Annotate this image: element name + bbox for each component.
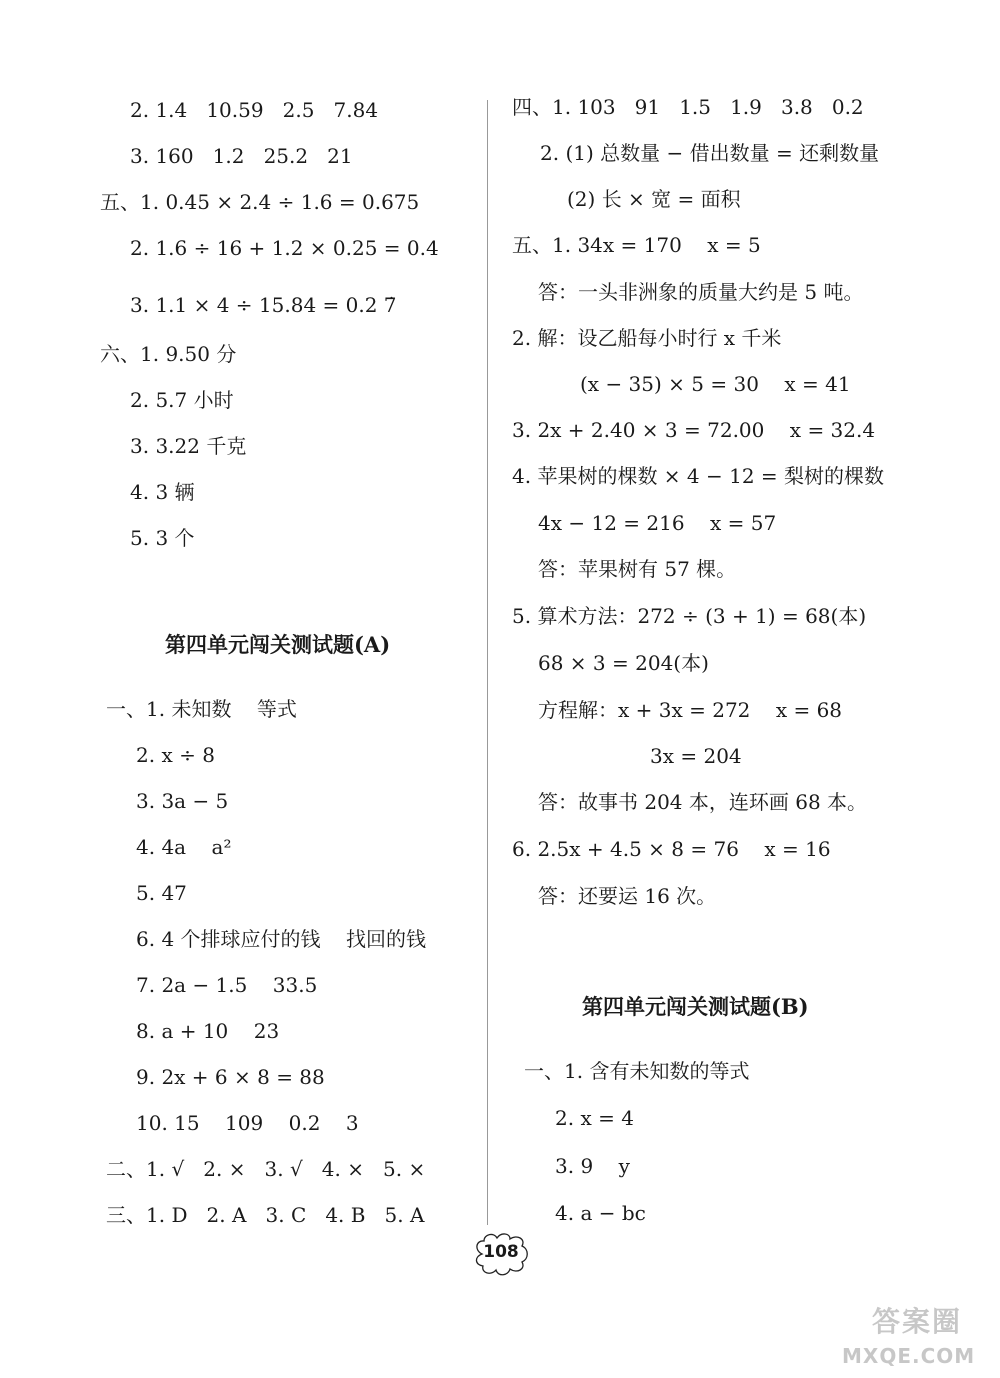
answer-line: 4. 苹果树的棵数 × 4 − 12 = 梨树的棵数 [512,464,885,488]
answer-line: 8. a + 10 23 [136,1019,280,1043]
answer-line: 3. 9 y [555,1154,630,1178]
answer-line: 二、1. √ 2. × 3. √ 4. × 5. × [106,1157,426,1181]
answer-line: 9. 2x + 6 × 8 = 88 [136,1065,325,1089]
answer-line: 2. 解：设乙船每小时行 x 千米 [512,326,782,350]
answer-line: 5. 3 个 [130,526,195,550]
answer-line: 4. 4a a² [136,835,232,859]
answer-line: 五、1. 34x = 170 x = 5 [512,233,761,257]
page-number: 108 [483,1242,519,1262]
answer-line: 7. 2a − 1.5 33.5 [136,973,318,997]
answer-line: 3. 2x + 2.40 × 3 = 72.00 x = 32.4 [512,418,876,442]
answer-line: (x − 35) × 5 = 30 x = 41 [580,372,851,396]
answer-line: 2. 5.7 小时 [130,388,234,412]
answer-line: 6. 2.5x + 4.5 × 8 = 76 x = 16 [512,837,831,861]
answer-line: 3. 160 1.2 25.2 21 [130,144,353,168]
answer-line: 5. 算术方法：272 ÷ (3 + 1) = 68(本) [512,604,867,628]
answer-line: 10. 15 109 0.2 3 [136,1111,359,1135]
answer-line: 方程解：x + 3x = 272 x = 68 [538,698,843,722]
answer-line: 3x = 204 [650,744,742,768]
answer-line: 2. 1.6 ÷ 16 + 1.2 × 0.25 = 0.4 [130,236,439,260]
section-title-a: 第四单元闯关测试题(A) [165,632,391,657]
answer-line: 五、1. 0.45 × 2.4 ÷ 1.6 = 0.675 [100,190,420,214]
answer-line: 答：一头非洲象的质量大约是 5 吨。 [538,280,864,304]
watermark-url: MXQE.COM [842,1344,976,1368]
answer-line: 一、1. 未知数 等式 [106,697,297,721]
watermark-logo: 答案圈 [872,1305,963,1338]
section-title-b: 第四单元闯关测试题(B) [582,994,809,1019]
column-divider [487,100,488,1225]
answer-line: 答：还要运 16 次。 [538,884,717,908]
answer-line: 答：故事书 204 本，连环画 68 本。 [538,790,868,814]
answer-line: 一、1. 含有未知数的等式 [524,1059,750,1083]
answer-line: 68 × 3 = 204(本) [538,651,709,675]
answer-line: 5. 47 [136,881,187,905]
page-number-badge [472,1232,530,1276]
answer-line: 6. 4 个排球应付的钱 找回的钱 [136,927,426,951]
answer-line: 六、1. 9.50 分 [100,342,237,366]
answer-line: 四、1. 103 91 1.5 1.9 3.8 0.2 [512,95,864,119]
answer-line: 4. a − bc [555,1201,646,1225]
watermark [842,1300,992,1372]
answer-line: 2. 1.4 10.59 2.5 7.84 [130,98,379,122]
answer-line: 2. (1) 总数量 − 借出数量 = 还剩数量 [540,141,880,165]
answer-line: 4x − 12 = 216 x = 57 [538,511,777,535]
answer-line: 答：苹果树有 57 棵。 [538,557,737,581]
answer-line: (2) 长 × 宽 = 面积 [567,187,741,211]
answer-line: 3. 3a − 5 [136,789,229,813]
answer-line: 2. x = 4 [555,1106,634,1130]
answer-line: 三、1. D 2. A 3. C 4. B 5. A [106,1203,425,1227]
answer-line: 3. 1.1 × 4 ÷ 15.84 = 0.2 7̇ [130,293,397,317]
answer-line: 4. 3 辆 [130,480,195,504]
answer-line: 3. 3.22 千克 [130,434,247,458]
answer-line: 2. x ÷ 8 [136,743,215,767]
